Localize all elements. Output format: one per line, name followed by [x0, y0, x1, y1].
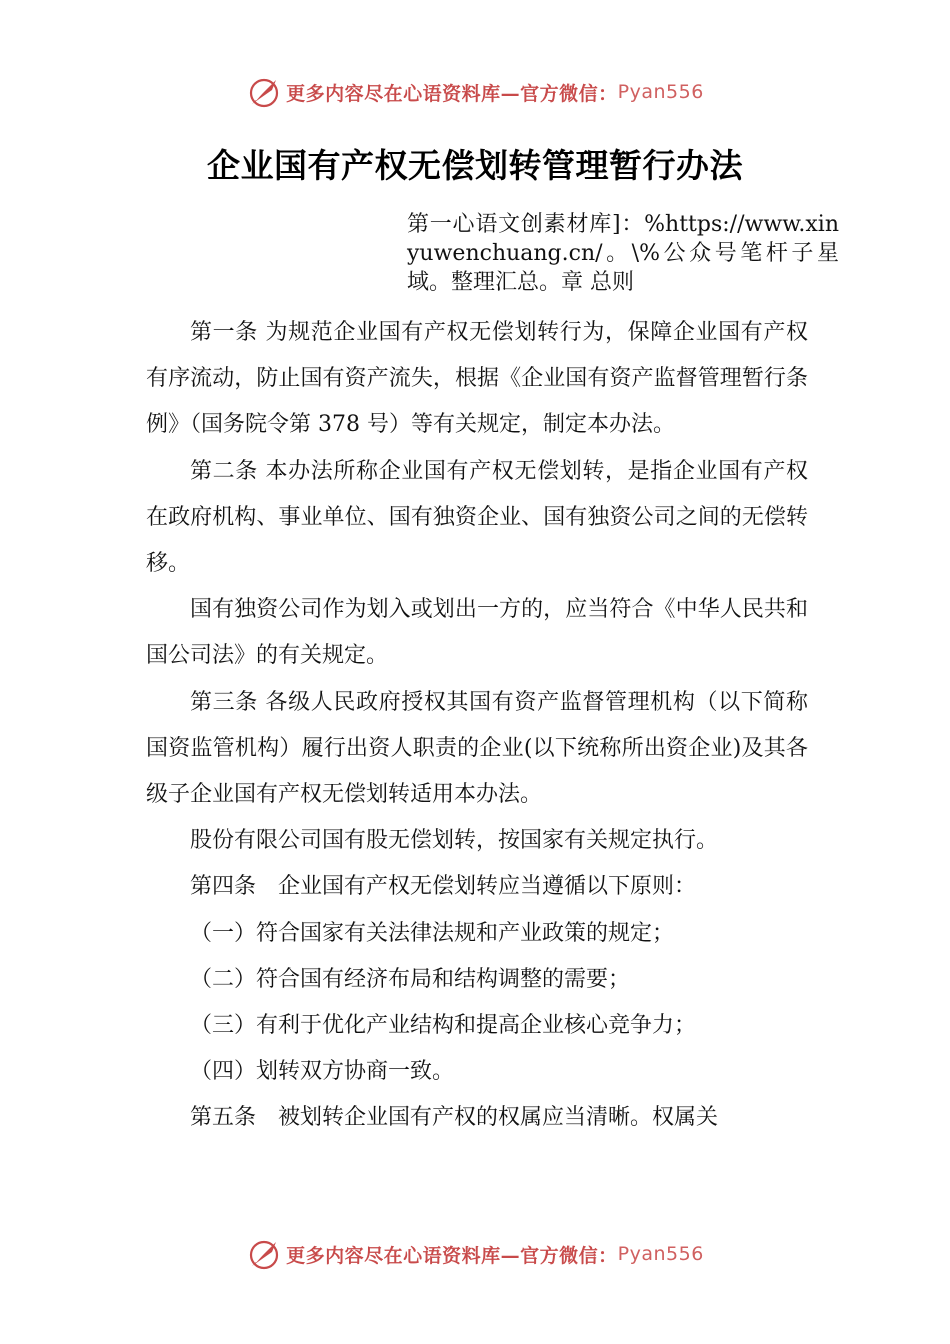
paragraph-article-2: 第二条 本办法所称企业国有产权无偿划转，是指企业国有产权在政府机构、事业单位、国有独资企业、国有独资公司之间的无偿转移。	[146, 458, 808, 577]
paragraph-article-5: 第五条 被划转企业国有产权的权属应当清晰。权属关	[190, 1105, 719, 1131]
quill-logo-icon	[246, 74, 282, 110]
list-item: （四）划转双方协商一致。	[190, 1059, 455, 1085]
paragraph-article-3: 第三条 各级人民政府授权其国有资产监督管理机构（以下简称国资监管机构）履行出资人职责的企业(以下统称所出资企业)及其各级子企业国有产权无偿划转适用本办法。	[146, 689, 808, 808]
banner-text: 更多内容尽在心语资料库—官方微信：	[286, 82, 618, 105]
footer-banner	[0, 1234, 950, 1274]
document-body	[146, 310, 808, 1142]
list-item: （一）符合国家有关法律法规和产业政策的规定；	[190, 920, 675, 946]
paragraph-article-1: 第一条 为规范企业国有产权无偿划转行为，保障企业国有产权有序流动，防止国有资产流失，根据《企业国有资产监督管理暂行条例》（国务院令第 378 号）等有关规定，制定本办法。	[146, 320, 808, 438]
list-item: （二）符合国有经济布局和结构调整的需要；	[190, 966, 631, 992]
paragraph: 股份有限公司国有股无偿划转，按国家有关规定执行。	[190, 828, 719, 854]
document-title: 企业国有产权无偿划转管理暂行办法	[207, 146, 743, 185]
banner-wechat-id: Pyan556	[617, 81, 704, 103]
banner-wechat-id: Pyan556	[617, 1243, 704, 1265]
list-item: （三）有利于优化产业结构和提高企业核心竞争力；	[190, 1013, 697, 1039]
paragraph: 国有独资公司作为划入或划出一方的，应当符合《中华人民共和国公司法》的有关规定。	[146, 597, 808, 669]
source-line: 第一心语文创素材库]：%https://www.xinyuwenchuang.cn/。\%公众号笔杆子星域。整理汇总。章 总则	[407, 212, 839, 295]
paragraph-article-4: 第四条 企业国有产权无偿划转应当遵循以下原则：	[190, 874, 697, 900]
header-banner	[0, 72, 950, 112]
banner-text: 更多内容尽在心语资料库—官方微信：	[286, 1244, 618, 1267]
quill-logo-icon	[246, 1236, 282, 1272]
